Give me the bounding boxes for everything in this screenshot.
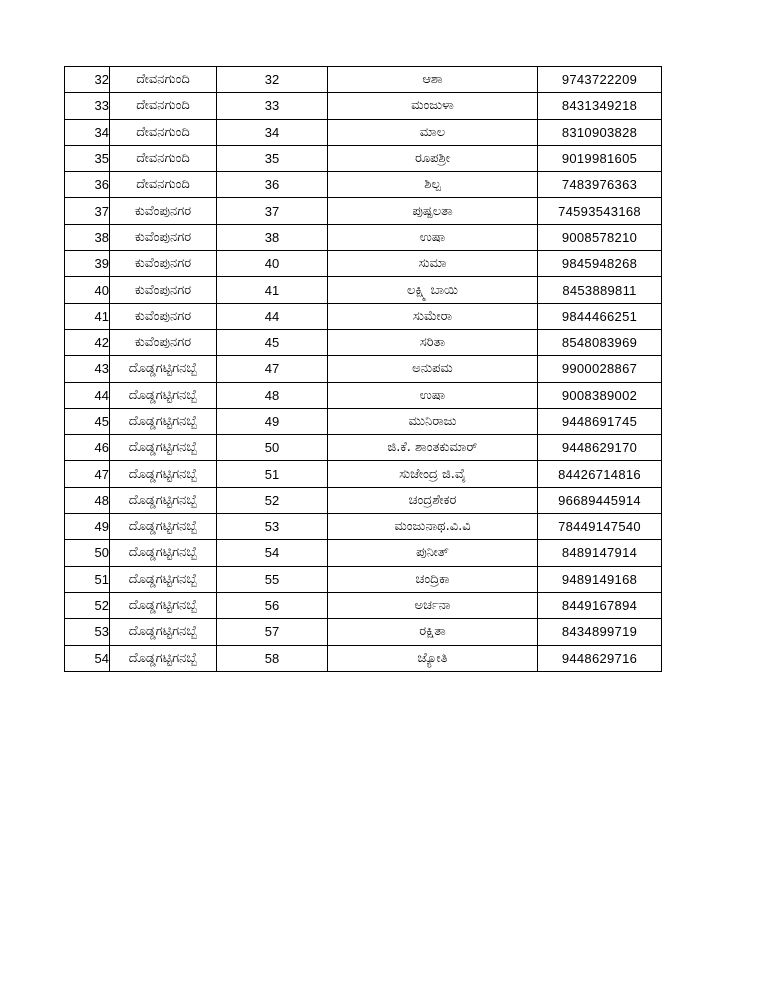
table-row (65, 382, 662, 408)
serial-number-cell: 36 (65, 172, 110, 198)
phone-cell: 96689445914 (538, 487, 662, 513)
serial-number-cell: 47 (65, 461, 110, 487)
phone-cell: 9448691745 (538, 408, 662, 434)
phone-cell: 9008389002 (538, 382, 662, 408)
phone-cell: 9743722209 (538, 67, 662, 93)
serial-number-cell: 53 (65, 619, 110, 645)
table-row (65, 145, 662, 171)
serial-number-cell: 32 (65, 67, 110, 93)
village-cell: ದೇವನಗುಂದಿ (110, 67, 217, 93)
village-cell: ದೊಡ್ಡಗಟ್ಟಿಗನಬ್ಬೆ (110, 487, 217, 513)
phone-cell: 8431349218 (538, 93, 662, 119)
village-cell: ದೊಡ್ಡಗಟ್ಟಿಗನಬ್ಬೆ (110, 382, 217, 408)
phone-cell: 9900028867 (538, 356, 662, 382)
id-cell: 56 (217, 592, 328, 618)
id-cell: 37 (217, 198, 328, 224)
serial-number-cell: 38 (65, 224, 110, 250)
serial-number-cell: 40 (65, 277, 110, 303)
id-cell: 52 (217, 487, 328, 513)
id-cell: 33 (217, 93, 328, 119)
serial-number-cell: 54 (65, 645, 110, 671)
phone-cell: 8449167894 (538, 592, 662, 618)
name-cell: ಜ್ಯೋತಿ (328, 645, 538, 671)
village-cell: ದೇವನಗುಂದಿ (110, 145, 217, 171)
id-cell: 48 (217, 382, 328, 408)
phone-cell: 9844466251 (538, 303, 662, 329)
id-cell: 51 (217, 461, 328, 487)
table-row (65, 592, 662, 618)
id-cell: 55 (217, 566, 328, 592)
village-cell: ಕುವೆಂಪುನಗರ (110, 303, 217, 329)
id-cell: 47 (217, 356, 328, 382)
serial-number-cell: 37 (65, 198, 110, 224)
table-row (65, 435, 662, 461)
village-cell: ಕುವೆಂಪುನಗರ (110, 224, 217, 250)
table-row (65, 540, 662, 566)
serial-number-cell: 49 (65, 514, 110, 540)
table-row (65, 461, 662, 487)
id-cell: 38 (217, 224, 328, 250)
table-body (65, 67, 662, 672)
phone-cell: 7483976363 (538, 172, 662, 198)
table-row (65, 329, 662, 355)
village-cell: ದೇವನಗುಂದಿ (110, 93, 217, 119)
id-cell: 53 (217, 514, 328, 540)
name-cell: ರಕ್ಷಿತಾ (328, 619, 538, 645)
name-cell: ಶಿಲ್ಪ (328, 172, 538, 198)
records-table (64, 66, 662, 672)
phone-cell: 8489147914 (538, 540, 662, 566)
village-cell: ದೊಡ್ಡಗಟ್ಟಿಗನಬ್ಬೆ (110, 514, 217, 540)
phone-cell: 8434899719 (538, 619, 662, 645)
serial-number-cell: 33 (65, 93, 110, 119)
serial-number-cell: 34 (65, 119, 110, 145)
village-cell: ದೊಡ್ಡಗಟ್ಟಿಗನಬ್ಬೆ (110, 592, 217, 618)
id-cell: 45 (217, 329, 328, 355)
table-row (65, 224, 662, 250)
name-cell: ಮುನಿರಾಜು (328, 408, 538, 434)
name-cell: ಸರಿತಾ (328, 329, 538, 355)
village-cell: ದೇವನಗುಂದಿ (110, 172, 217, 198)
village-cell: ದೊಡ್ಡಗಟ್ಟಿಗನಬ್ಬೆ (110, 461, 217, 487)
village-cell: ದೊಡ್ಡಗಟ್ಟಿಗನಬ್ಬೆ (110, 408, 217, 434)
id-cell: 44 (217, 303, 328, 329)
phone-cell: 74593543168 (538, 198, 662, 224)
phone-cell: 9448629170 (538, 435, 662, 461)
village-cell: ಕುವೆಂಪುನಗರ (110, 277, 217, 303)
table-row (65, 566, 662, 592)
village-cell: ದೊಡ್ಡಗಟ್ಟಿಗನಬ್ಬೆ (110, 540, 217, 566)
village-cell: ಕುವೆಂಪುನಗರ (110, 198, 217, 224)
id-cell: 41 (217, 277, 328, 303)
name-cell: ಲಕ್ಷ್ಮಿ ಬಾಯಿ (328, 277, 538, 303)
table-row (65, 619, 662, 645)
phone-cell: 84426714816 (538, 461, 662, 487)
serial-number-cell: 45 (65, 408, 110, 434)
name-cell: ಮಂಜುಳಾ (328, 93, 538, 119)
id-cell: 36 (217, 172, 328, 198)
name-cell: ಮಂಜುನಾಥ.ವಿ.ವಿ (328, 514, 538, 540)
name-cell: ಉಷಾ (328, 224, 538, 250)
table-row (65, 645, 662, 671)
village-cell: ದೇವನಗುಂದಿ (110, 119, 217, 145)
id-cell: 50 (217, 435, 328, 461)
village-cell: ಕುವೆಂಪುನಗರ (110, 329, 217, 355)
id-cell: 40 (217, 251, 328, 277)
name-cell: ರೂಪಶ್ರೀ (328, 145, 538, 171)
name-cell: ಪುಷ್ಪಲತಾ (328, 198, 538, 224)
name-cell: ಉಷಾ (328, 382, 538, 408)
table-row (65, 303, 662, 329)
table-row (65, 514, 662, 540)
name-cell: ಚಂದ್ರಶೇಕರ (328, 487, 538, 513)
id-cell: 32 (217, 67, 328, 93)
village-cell: ದೊಡ್ಡಗಟ್ಟಿಗನಬ್ಬೆ (110, 619, 217, 645)
name-cell: ಆಶಾ (328, 67, 538, 93)
serial-number-cell: 46 (65, 435, 110, 461)
serial-number-cell: 43 (65, 356, 110, 382)
table-row (65, 172, 662, 198)
name-cell: ಸುಜೇಂದ್ರ ಜಿ.ವೈ (328, 461, 538, 487)
village-cell: ದೊಡ್ಡಗಟ್ಟಿಗನಬ್ಬೆ (110, 356, 217, 382)
id-cell: 58 (217, 645, 328, 671)
name-cell: ಚಂದ್ರಿಕಾ (328, 566, 538, 592)
village-cell: ದೊಡ್ಡಗಟ್ಟಿಗನಬ್ಬೆ (110, 435, 217, 461)
table-row (65, 356, 662, 382)
serial-number-cell: 52 (65, 592, 110, 618)
serial-number-cell: 48 (65, 487, 110, 513)
table-row (65, 119, 662, 145)
phone-cell: 78449147540 (538, 514, 662, 540)
id-cell: 57 (217, 619, 328, 645)
phone-cell: 8548083969 (538, 329, 662, 355)
serial-number-cell: 39 (65, 251, 110, 277)
table-row (65, 93, 662, 119)
village-cell: ದೊಡ್ಡಗಟ್ಟಿಗನಬ್ಬೆ (110, 566, 217, 592)
table-row (65, 67, 662, 93)
phone-cell: 9448629716 (538, 645, 662, 671)
village-cell: ಕುವೆಂಪುನಗರ (110, 251, 217, 277)
id-cell: 49 (217, 408, 328, 434)
table-row (65, 487, 662, 513)
serial-number-cell: 51 (65, 566, 110, 592)
village-cell: ದೊಡ್ಡಗಟ್ಟಿಗನಬ್ಬೆ (110, 645, 217, 671)
table-row (65, 198, 662, 224)
serial-number-cell: 44 (65, 382, 110, 408)
name-cell: ಅನುಪಮ (328, 356, 538, 382)
serial-number-cell: 42 (65, 329, 110, 355)
phone-cell: 9019981605 (538, 145, 662, 171)
serial-number-cell: 50 (65, 540, 110, 566)
phone-cell: 8453889811 (538, 277, 662, 303)
phone-cell: 8310903828 (538, 119, 662, 145)
serial-number-cell: 35 (65, 145, 110, 171)
name-cell: ಜಿ.ಕೆ. ಶಾಂತಕುಮಾರ್ (328, 435, 538, 461)
id-cell: 35 (217, 145, 328, 171)
id-cell: 34 (217, 119, 328, 145)
name-cell: ಸುಮೇರಾ (328, 303, 538, 329)
name-cell: ಮಾಲ (328, 119, 538, 145)
id-cell: 54 (217, 540, 328, 566)
table-row (65, 408, 662, 434)
name-cell: ಅರ್ಚನಾ (328, 592, 538, 618)
name-cell: ಪುನೀತ್ (328, 540, 538, 566)
phone-cell: 9489149168 (538, 566, 662, 592)
phone-cell: 9845948268 (538, 251, 662, 277)
phone-cell: 9008578210 (538, 224, 662, 250)
name-cell: ಸುಮಾ (328, 251, 538, 277)
serial-number-cell: 41 (65, 303, 110, 329)
table-row (65, 277, 662, 303)
table-row (65, 251, 662, 277)
